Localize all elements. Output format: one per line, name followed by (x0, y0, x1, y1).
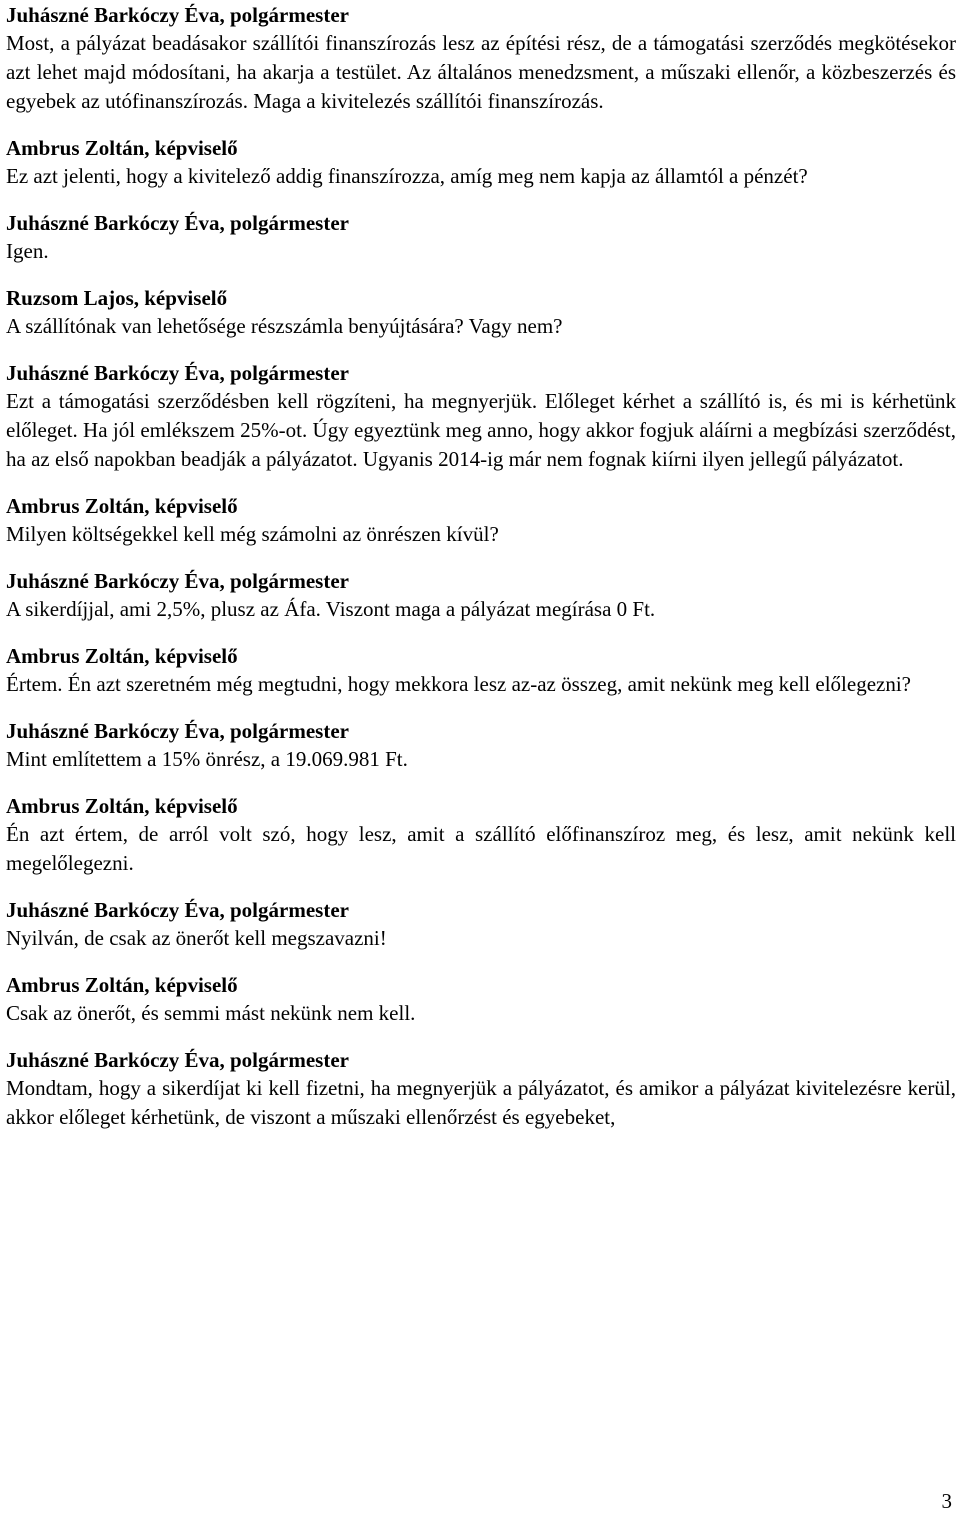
transcript-entry (6, 133, 956, 191)
speaker-name: Ruzsom Lajos, képviselő (6, 286, 228, 310)
speaker-name: Juhászné Barkóczy Éva, polgármester (6, 719, 349, 743)
transcript-entry (6, 283, 956, 341)
speech-text: Ezt a támogatási szerződésben kell rögzíteni, ha megnyerjük. Előleget kérhet a szállító is, és mi is kérhetünk előleget. Ha jól emlékszem 25%-ot. Úgy egyeztünk meg anno, hogy akkor fogjuk aláírni a megbízási szerződést, ha az első napokban beadják a pályázatot. Ugyanis 2014-ig már nem fognak kiírni ilyen jellegű pályázatot. (6, 389, 956, 471)
transcript-entry (6, 716, 956, 774)
speech-text: A szállítónak van lehetősége részszámla benyújtására? Vagy nem? (6, 314, 563, 338)
page-number: 3 (941, 1489, 952, 1513)
transcript-entry (6, 208, 956, 266)
transcript-entry (6, 791, 956, 878)
speaker-name: Juhászné Barkóczy Éva, polgármester (6, 3, 349, 27)
transcript-entry (6, 895, 956, 953)
speaker-name: Juhászné Barkóczy Éva, polgármester (6, 898, 349, 922)
speech-text: Igen. (6, 239, 49, 263)
speech-text: Most, a pályázat beadásakor szállítói finanszírozás lesz az építési rész, de a támogatási szerződés megkötésekor azt lehet majd módosítani, ha akarja a testület. Az általános menedzsment, a műszaki ellenőr, a közbeszerzés és egyebek az utófinanszírozás. Maga a kivitelezés szállítói finanszírozás. (6, 31, 956, 113)
transcript-entry (6, 491, 956, 549)
speech-text: Ez azt jelenti, hogy a kivitelező addig finanszírozza, amíg meg nem kapja az államtól a pénzét? (6, 164, 808, 188)
transcript-entry (6, 641, 956, 699)
transcript-entry (6, 0, 956, 116)
speech-text: Milyen költségekkel kell még számolni az önrészen kívül? (6, 522, 499, 546)
speech-text: Én azt értem, de arról volt szó, hogy lesz, amit a szállító előfinanszíroz meg, és lesz, amit nekünk kell megelőlegezni. (6, 822, 956, 875)
speaker-name: Juhászné Barkóczy Éva, polgármester (6, 361, 349, 385)
transcript-entry (6, 1045, 956, 1132)
speech-text: A sikerdíjjal, ami 2,5%, plusz az Áfa. Viszont maga a pályázat megírása 0 Ft. (6, 597, 656, 621)
speaker-name: Juhászné Barkóczy Éva, polgármester (6, 211, 349, 235)
speaker-name: Ambrus Zoltán, képviselő (6, 644, 238, 668)
speaker-name: Juhászné Barkóczy Éva, polgármester (6, 569, 349, 593)
transcript-entry (6, 566, 956, 624)
transcript-entry (6, 970, 956, 1028)
speech-text: Nyilván, de csak az önerőt kell megszavazni! (6, 926, 387, 950)
document-page (6, 0, 956, 1149)
transcript-entry (6, 358, 956, 474)
speaker-name: Ambrus Zoltán, képviselő (6, 494, 238, 518)
speaker-name: Ambrus Zoltán, képviselő (6, 136, 238, 160)
speech-text: Mondtam, hogy a sikerdíjat ki kell fizetni, ha megnyerjük a pályázatot, és amikor a pályázat kivitelezésre kerül, akkor előleget kérhetünk, de viszont a műszaki ellenőrzést és egyebeket, (6, 1076, 956, 1129)
speaker-name: Ambrus Zoltán, képviselő (6, 973, 238, 997)
speaker-name: Juhászné Barkóczy Éva, polgármester (6, 1048, 349, 1072)
speech-text: Csak az önerőt, és semmi mást nekünk nem kell. (6, 1001, 416, 1025)
speech-text: Értem. Én azt szeretném még megtudni, hogy mekkora lesz az-az összeg, amit nekünk meg kell előlegezni? (6, 672, 911, 696)
speech-text: Mint említettem a 15% önrész, a 19.069.981 Ft. (6, 747, 408, 771)
speaker-name: Ambrus Zoltán, képviselő (6, 794, 238, 818)
